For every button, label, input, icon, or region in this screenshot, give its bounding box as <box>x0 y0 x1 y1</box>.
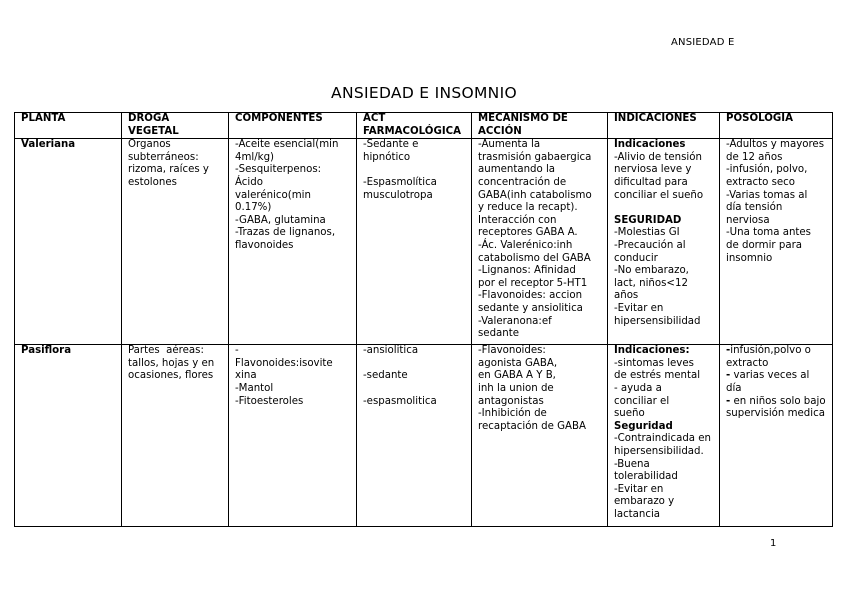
cell-planta: Valeriana <box>15 139 122 345</box>
running-header: ANSIEDAD E <box>671 37 735 48</box>
cell-planta: Pasiflora <box>15 345 122 527</box>
cell-posologia: -Adultos y mayores de 12 años -infusión, polvo, extracto seco -Varias tomas al día tensión nerviosa -Una toma antes de dormir para insomnio <box>720 139 833 345</box>
header-componentes: COMPONENTES <box>229 113 357 139</box>
cell-act: -ansiolitica -sedante -espasmolitica <box>357 345 472 527</box>
cell-act: -Sedante e hipnótico -Espasmolítica musculotropa <box>357 139 472 345</box>
header-indicaciones: INDICACIONES <box>608 113 720 139</box>
header-act-farmacologica: ACT FARMACOLÓGICA <box>357 113 472 139</box>
header-droga-vegetal: DROGA VEGETAL <box>122 113 229 139</box>
header-posologia: POSOLOGÍA <box>720 113 833 139</box>
cell-droga: Partes aéreas: tallos, hojas y en ocasiones, flores <box>122 345 229 527</box>
table-row <box>15 139 833 345</box>
bullet-icon: - <box>726 345 731 357</box>
header-mecanismo: MECANISMO DE ACCIÓN <box>472 113 608 139</box>
cell-componentes: -Aceite esencial(min 4ml/kg) -Sesquiterpenos: Ácido valerénico(min 0.17%) -GABA, glutamina -Trazas de lignanos, flavonoides <box>229 139 357 345</box>
page-number: 1 <box>770 538 777 549</box>
cell-indicaciones: Indicaciones: -sintomas leves de estrés mental - ayuda a conciliar el sueño Seguridad -Contraindicada en hipersensibilidad. -Buena tolerabilidad -Evitar en embarazo y lactancia <box>608 345 720 527</box>
cell-posologia: -infusión,polvo o extracto - varias veces al día - en niños solo bajo supervisión medica <box>720 345 833 527</box>
table-row <box>15 345 833 527</box>
bullet-icon: - <box>726 395 731 407</box>
cell-mecanismo: -Aumenta la trasmisión gabaergica aumentando la concentración de GABA(inh catabolismo y reduce la recapt). Interacción con receptores GABA A. -Ác. Valerénico:inh catabolismo del GABA -Lignanos: Afinidad por el receptor 5-HT1 -Flavonoides: accion sedante y ansiolitica -Valeranona:ef sedante <box>472 139 608 345</box>
bullet-icon: - <box>726 370 731 382</box>
cell-mecanismo: -Flavonoides: agonista GABA, en GABA A Y B, inh la union de antagonistas -Inhibición de recaptación de GABA <box>472 345 608 527</box>
plants-table <box>14 112 833 527</box>
cell-indicaciones: Indicaciones -Alivio de tensión nerviosa leve y dificultad para conciliar el sueño SEGURIDAD -Molestias GI -Precaución al conducir -No embarazo, lact, niños<12 años -Evitar en hipersensibilidad <box>608 139 720 345</box>
cell-droga: Órganos subterráneos: rizoma, raíces y estolones <box>122 139 229 345</box>
cell-componentes: - Flavonoides:isovite xina -Mantol -Fitoesteroles <box>229 345 357 527</box>
table-header-row <box>15 113 833 139</box>
header-planta: PLANTA <box>15 113 122 139</box>
document-title: ANSIEDAD E INSOMNIO <box>331 84 517 102</box>
